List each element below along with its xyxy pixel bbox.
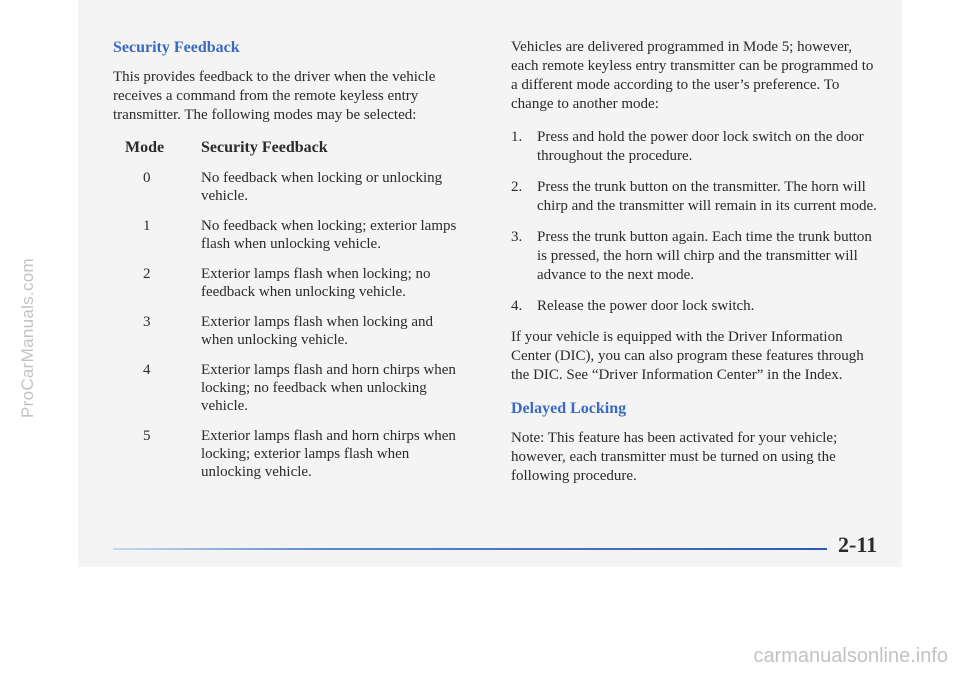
procedure-step xyxy=(511,178,883,216)
bottom-watermark xyxy=(0,645,960,668)
step-number: 4. xyxy=(511,298,523,314)
left-column xyxy=(113,38,488,493)
mode-row xyxy=(113,361,488,415)
step-text: Press and hold the power door lock switch on the door throughout the procedure. xyxy=(537,129,864,164)
procedure-steps xyxy=(511,128,883,316)
procedure-step xyxy=(511,228,883,285)
procedure-step xyxy=(511,297,883,316)
mode-number: 1 xyxy=(143,218,151,234)
side-watermark-text: ProCarManuals.com xyxy=(18,257,38,418)
delayed-locking-heading: Delayed Locking xyxy=(511,400,627,417)
step-text: Release the power door lock switch. xyxy=(537,298,755,314)
step-number: 2. xyxy=(511,179,523,195)
mode-description: Exterior lamps flash and horn chirps when locking; no feedback when unlocking vehicle. xyxy=(201,362,456,414)
step-text: Press the trunk button again. Each time the trunk button is pressed, the horn will chirp and the transmitter will advance to the next mode. xyxy=(537,229,872,283)
page-number: 2-11 xyxy=(838,532,878,557)
mode-change-intro: Vehicles are delivered programmed in Mode 5; however, each remote keyless entry transmitter can be programmed to a different mode according to the user’s preference. To change to another mode: xyxy=(511,39,874,112)
step-number: 1. xyxy=(511,129,523,145)
mode-number: 4 xyxy=(143,362,151,378)
mode-number: 0 xyxy=(143,170,151,186)
mode-row xyxy=(113,217,488,253)
procedure-step xyxy=(511,128,883,166)
mode-table-header xyxy=(113,139,488,157)
mode-table xyxy=(113,139,488,481)
right-column xyxy=(511,38,883,500)
mode-description: Exterior lamps flash when locking and when unlocking vehicle. xyxy=(201,314,434,348)
security-feedback-intro: This provides feedback to the driver when the vehicle receives a command from the remote keyless entry transmitter. The following modes may be selected: xyxy=(113,69,436,123)
mode-description: Exterior lamps flash and horn chirps when locking; exterior lamps flash when unlocking vehicle. xyxy=(201,428,456,480)
mode-description: Exterior lamps flash when locking; no feedback when unlocking vehicle. xyxy=(201,266,431,300)
step-number: 3. xyxy=(511,229,523,245)
feedback-column-header: Security Feedback xyxy=(201,139,328,156)
step-text: Press the trunk button on the transmitter. The horn will chirp and the transmitter will remain in its current mode. xyxy=(537,179,877,214)
mode-description: No feedback when locking or unlocking vehicle. xyxy=(201,170,443,204)
mode-column-header: Mode xyxy=(125,139,165,156)
security-feedback-heading: Security Feedback xyxy=(113,39,240,56)
side-watermark xyxy=(8,0,48,675)
footer-rule xyxy=(113,548,827,550)
mode-row xyxy=(113,313,488,349)
delayed-locking-note: Note: This feature has been activated for your vehicle; however, each transmitter must be turned on using the following procedure. xyxy=(511,430,838,484)
bottom-watermark-text: carmanualsonline.info xyxy=(753,645,948,667)
mode-number: 3 xyxy=(143,314,151,330)
mode-row xyxy=(113,169,488,205)
mode-row xyxy=(113,427,488,481)
mode-row xyxy=(113,265,488,301)
mode-number: 5 xyxy=(143,428,151,444)
mode-description: No feedback when locking; exterior lamps flash when unlocking vehicle. xyxy=(201,218,457,252)
mode-number: 2 xyxy=(143,266,151,282)
dic-paragraph: If your vehicle is equipped with the Driver Information Center (DIC), you can also program these features through the DIC. See “Driver Information Center” in the Index. xyxy=(511,329,864,383)
